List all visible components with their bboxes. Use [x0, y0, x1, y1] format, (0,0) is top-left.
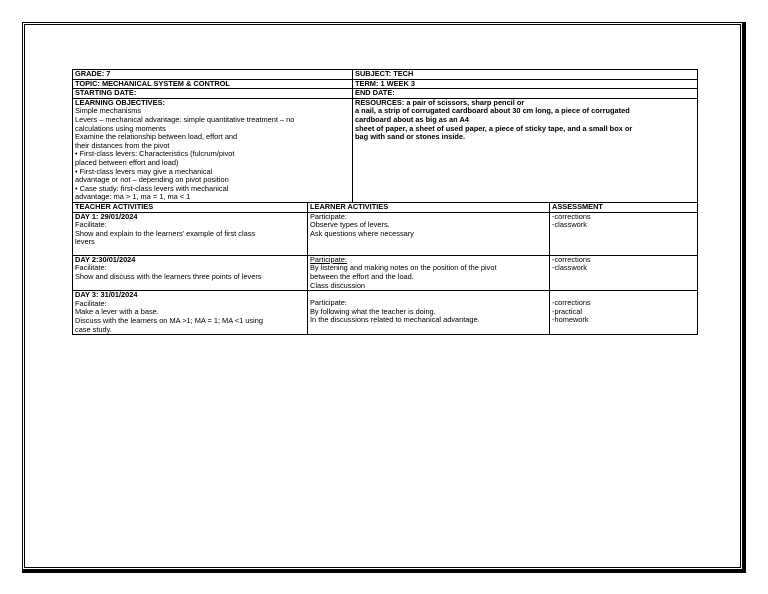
- assessment-cell: [550, 212, 698, 255]
- teacher-line: case study.: [75, 324, 112, 334]
- day-title: DAY 2:30/01/2024: [75, 254, 136, 264]
- learner-activity-cell: [308, 255, 550, 290]
- resources-line: RESOURCES: a pair of scissors, sharp pencil or: [355, 97, 525, 107]
- resources-cell: [353, 98, 698, 202]
- day-row-2: [73, 255, 698, 290]
- resources-line: bag with sand or stones inside.: [355, 132, 466, 142]
- resources-line: a nail, a strip of corrugated cardboard about 30 cm long, a piece of corrugated: [355, 106, 630, 116]
- resources-line: cardboard about as big as an A4: [355, 114, 469, 124]
- teacher-line: Facilitate:: [75, 263, 107, 273]
- topic-cell: TOPIC: MECHANICAL SYSTEM & CONTROL: [73, 79, 353, 89]
- teacher-activity-cell: [73, 291, 308, 335]
- teacher-line: Show and discuss with the learners three points of levers: [75, 272, 262, 282]
- teacher-line: Make a lever with a base.: [75, 307, 159, 317]
- page-shadow-bottom: [22, 570, 746, 573]
- teacher-activity-cell: [73, 255, 308, 290]
- assessment-line: -corrections: [552, 298, 591, 308]
- learner-head: Participate:: [310, 211, 347, 221]
- teacher-line: Show and explain to the learners' example of first class: [75, 228, 256, 238]
- objectives-heading: LEARNING OBJECTIVES:: [75, 97, 165, 107]
- assessment-line: -corrections: [552, 254, 591, 264]
- learner-line: In the discussions related to mechanical advantage.: [310, 315, 480, 325]
- assessment-cell: [550, 291, 698, 335]
- assessment-line: -classwork: [552, 263, 587, 273]
- objective-line: • First-class levers may give a mechanical: [75, 166, 213, 176]
- grade-cell: GRADE: 7: [73, 70, 353, 80]
- objective-line: • Case study: first-class levers with mechanical: [75, 183, 229, 193]
- day-row-3: [73, 291, 698, 335]
- teacher-activity-cell: [73, 212, 308, 255]
- objective-line: Levers – mechanical advantage: simple quantitative treatment – no: [75, 114, 295, 124]
- assessment-line: -classwork: [552, 220, 587, 230]
- learner-line: Observe types of levers.: [310, 220, 390, 230]
- learner-line: By listening and making notes on the position of the pivot: [310, 263, 497, 273]
- learner-head: Participate:: [310, 254, 347, 264]
- learner-line: Class discussion: [310, 280, 366, 290]
- teacher-line: Discuss with the learners on MA >1; MA = 1; MA <1 using: [75, 316, 263, 326]
- teacher-activities-header: TEACHER ACTIVITIES: [73, 202, 308, 212]
- grade-row: [73, 70, 698, 80]
- resources-line: sheet of paper, a sheet of used paper, a piece of sticky tape, and a small box or: [355, 123, 633, 133]
- learning-objectives-cell: [73, 98, 353, 202]
- objective-line: Examine the relationship between load, effort and: [75, 132, 238, 142]
- day-title: DAY 3: 31/01/2024: [75, 290, 138, 300]
- learner-line: Ask questions where necessary: [310, 228, 414, 238]
- teacher-line: levers: [75, 237, 95, 247]
- assessment-header: ASSESSMENT: [550, 202, 698, 212]
- term-cell: TERM: 1 WEEK 3: [353, 79, 698, 89]
- learner-activities-header: LEARNER ACTIVITIES: [308, 202, 550, 212]
- day-row-1: [73, 212, 698, 255]
- assessment-line: -corrections: [552, 211, 591, 221]
- end-date-cell: END DATE:: [353, 89, 698, 99]
- date-row: [73, 89, 698, 99]
- starting-date-cell: STARTING DATE:: [73, 89, 353, 99]
- lesson-plan-table: [72, 69, 698, 335]
- learner-activity-cell: [308, 291, 550, 335]
- objective-line: • First-class levers: Characteristics (fulcrum/pivot: [75, 149, 235, 159]
- objective-line: Simple mechanisms: [75, 106, 142, 116]
- assessment-line: -practical: [552, 306, 582, 316]
- teacher-line: Facilitate:: [75, 220, 107, 230]
- assessment-line: -homework: [552, 315, 589, 325]
- assessment-cell: [550, 255, 698, 290]
- day-title: DAY 1: 29/01/2024: [75, 211, 138, 221]
- objective-line: their distances from the pivot: [75, 140, 170, 150]
- page-shadow-right: [743, 22, 746, 572]
- subject-cell: SUBJECT: TECH: [353, 70, 698, 80]
- learner-activity-cell: [308, 212, 550, 255]
- objective-line: advantage: ma > 1, ma = 1, ma < 1: [75, 192, 191, 202]
- objective-line: calculations using moments: [75, 123, 166, 133]
- learner-head: Participate:: [310, 298, 347, 308]
- objectives-row: [73, 98, 698, 202]
- objective-line: placed between effort and load): [75, 157, 179, 167]
- objective-line: advantage or not – depending on pivot position: [75, 175, 229, 185]
- teacher-line: Facilitate:: [75, 298, 107, 308]
- learner-line: between the effort and the load.: [310, 272, 414, 282]
- column-header-row: [73, 202, 698, 212]
- learner-line: By following what the teacher is doing.: [310, 306, 436, 316]
